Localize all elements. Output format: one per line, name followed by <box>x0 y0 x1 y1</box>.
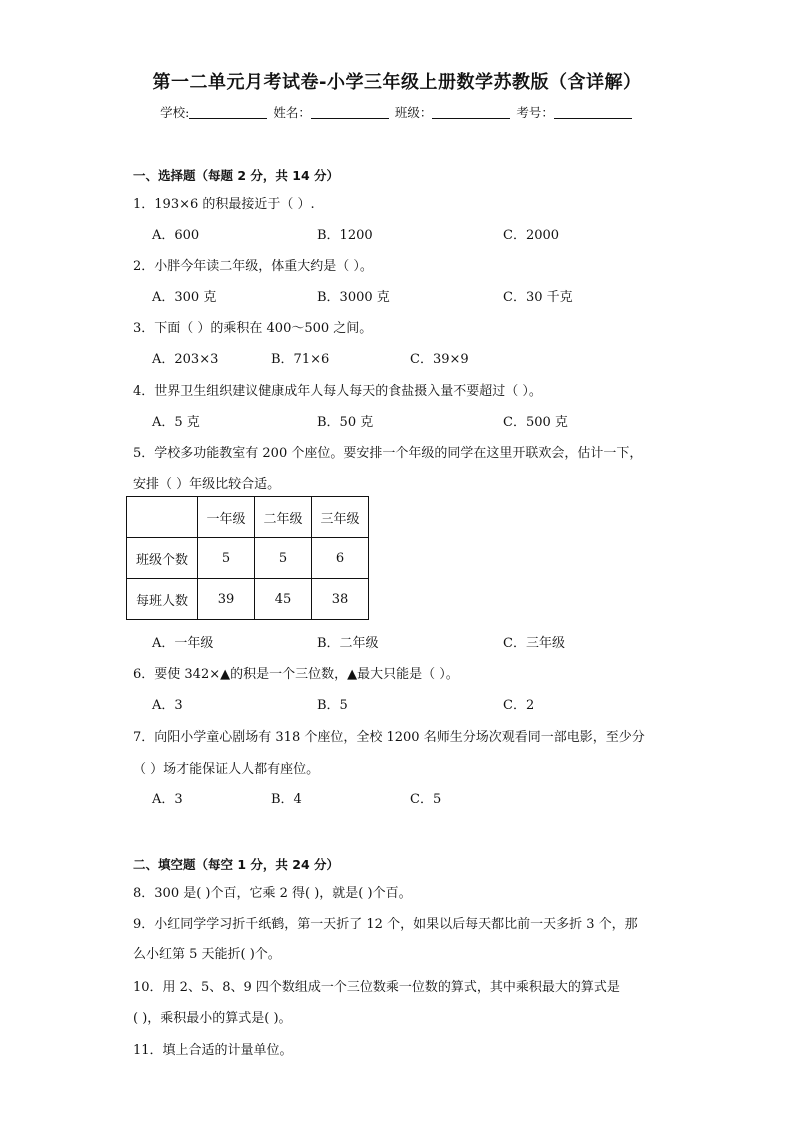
table-row <box>127 538 369 579</box>
question-10-line2: ( )，乘积最小的算式是( )。 <box>133 1011 292 1026</box>
q7-option-c[interactable]: C．5 <box>410 792 442 807</box>
q2-option-a[interactable]: A．300 克 <box>152 290 217 305</box>
q3-option-b[interactable]: B．71×6 <box>271 352 330 367</box>
table-row-label: 每班人数 <box>127 579 198 620</box>
q5-option-a[interactable]: A．一年级 <box>152 636 214 651</box>
table-cell: 6 <box>312 538 369 579</box>
school-blank[interactable] <box>189 106 267 119</box>
question-2: 2．小胖今年读二年级，体重大约是（ ）。 <box>133 259 373 274</box>
question-7-line2: （ ）场才能保证人人都有座位。 <box>133 762 320 777</box>
q3-option-c[interactable]: C．39×9 <box>410 352 469 367</box>
question-10-line1: 10．用 2、5、8、9 四个数组成一个三位数乘一位数的算式，其中乘积最大的算式是 <box>133 980 620 995</box>
section-title-choice: 一、选择题（每题 2 分，共 14 分） <box>133 168 340 183</box>
question-11: 11．填上合适的计量单位。 <box>133 1043 293 1058</box>
q1-option-c[interactable]: C．2000 <box>503 228 560 243</box>
name-blank[interactable] <box>311 106 389 119</box>
q2-option-c[interactable]: C．30 千克 <box>503 290 573 305</box>
question-1: 1．193×6 的积最接近于（ ）. <box>133 197 315 212</box>
table-header-cell: 一年级 <box>198 497 255 538</box>
table-header-cell: 二年级 <box>255 497 312 538</box>
q3-option-a[interactable]: A．203×3 <box>152 352 219 367</box>
question-5-line1: 5．学校多功能教室有 200 个座位。要安排一个年级的同学在这里开联欢会，估计一下， <box>133 446 643 461</box>
table-header-cell: 三年级 <box>312 497 369 538</box>
student-info-line <box>0 103 794 121</box>
q5-option-c[interactable]: C．三年级 <box>503 636 565 651</box>
q1-option-a[interactable]: A．600 <box>152 228 200 243</box>
q4-option-c[interactable]: C．500 克 <box>503 415 568 430</box>
table-cell: 5 <box>198 538 255 579</box>
q2-option-b[interactable]: B．3000 克 <box>317 290 390 305</box>
table-row <box>127 579 369 620</box>
grade-seating-table <box>126 496 369 620</box>
q7-option-b[interactable]: B．4 <box>271 792 302 807</box>
page-title: 第一二单元月考试卷-小学三年级上册数学苏教版（含详解） <box>152 72 642 93</box>
q6-option-b[interactable]: B．5 <box>317 698 348 713</box>
question-3: 3．下面（ ）的乘积在 400～500 之间。 <box>133 321 373 336</box>
question-7-line1: 7．向阳小学童心剧场有 318 个座位，全校 1200 名师生分场次观看同一部电影，至少分 <box>133 730 645 745</box>
table-header-row <box>127 497 369 538</box>
table-row-label: 班级个数 <box>127 538 198 579</box>
q4-option-a[interactable]: A．5 克 <box>152 415 200 430</box>
number-label: 考号： <box>516 105 554 120</box>
table-cell: 45 <box>255 579 312 620</box>
school-label: 学校: <box>160 105 190 120</box>
q6-option-c[interactable]: C．2 <box>503 698 535 713</box>
class-blank[interactable] <box>432 106 510 119</box>
table-corner-cell <box>127 497 198 538</box>
number-blank[interactable] <box>554 106 632 119</box>
table-cell: 39 <box>198 579 255 620</box>
question-9-line1: 9．小红同学学习折千纸鹤，第一天折了 12 个，如果以后每天都比前一天多折 3 个，那 <box>133 917 638 932</box>
q6-option-a[interactable]: A．3 <box>152 698 183 713</box>
table-cell: 5 <box>255 538 312 579</box>
q5-option-b[interactable]: B．二年级 <box>317 636 379 651</box>
question-8: 8．300 是( )个百，它乘 2 得( )，就是( )个百。 <box>133 886 412 901</box>
question-6: 6．要使 342×▲的积是一个三位数，▲最大只能是（ ）。 <box>133 667 459 682</box>
table-cell: 38 <box>312 579 369 620</box>
question-9-line2: 么小红第 5 天能折( )个。 <box>133 947 281 962</box>
section-title-fill: 二、填空题（每空 1 分，共 24 分） <box>133 857 340 872</box>
q1-option-b[interactable]: B．1200 <box>317 228 373 243</box>
name-label: 姓名： <box>273 105 311 120</box>
q4-option-b[interactable]: B．50 克 <box>317 415 374 430</box>
q7-option-a[interactable]: A．3 <box>152 792 183 807</box>
question-5-line2: 安排（ ）年级比较合适。 <box>133 477 281 492</box>
question-4: 4．世界卫生组织建议健康成年人每人每天的食盐摄入量不要超过（ ）。 <box>133 384 542 399</box>
class-label: 班级： <box>394 105 433 120</box>
